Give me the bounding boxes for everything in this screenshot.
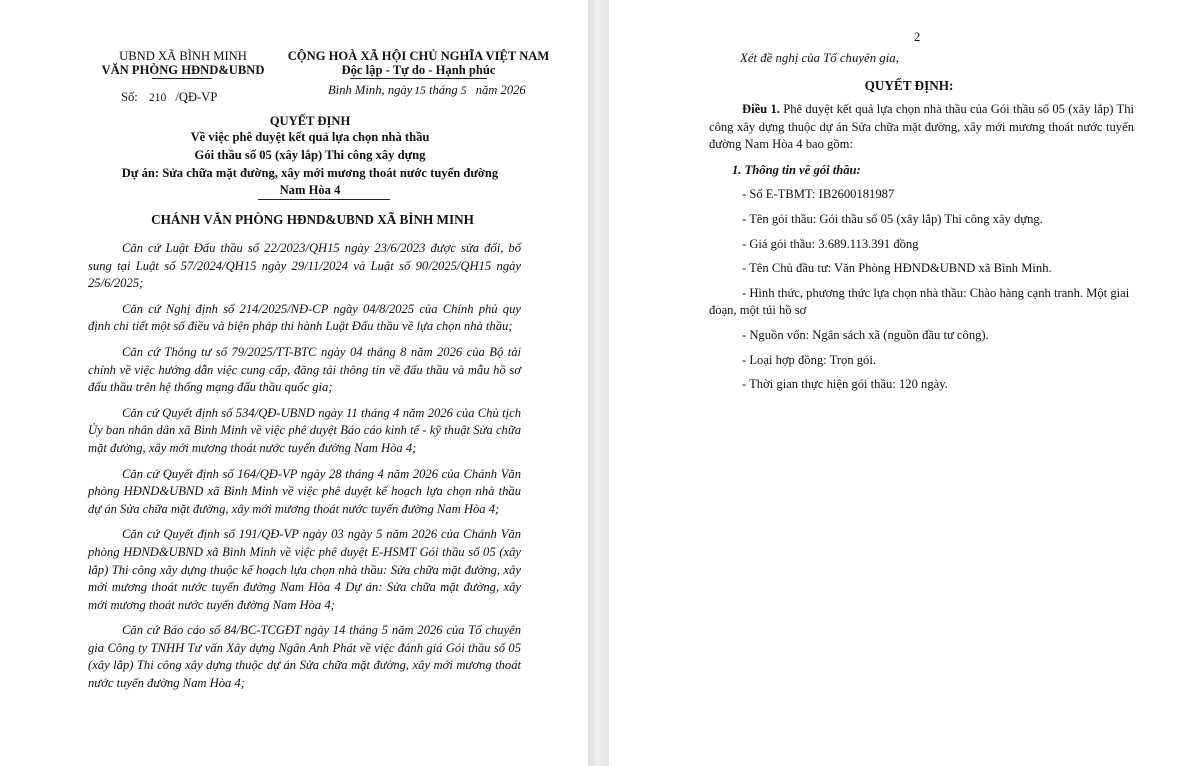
decision-subtitle-2: Gói thầu số 05 (xây lắp) Thi công xây dựng <box>194 148 426 162</box>
package-info-item: - Giá gói thầu: 3.689.113.391 đồng <box>742 236 919 251</box>
document-page-2 <box>609 0 1200 766</box>
article-1-text: Phê duyệt kết quả lựa chọn nhà thầu của Gói thầu số 05 (xây lắp) Thi công xây dựng thuộc dự án Sửa chữa mặt đường, xây mới mương thoát nước tuyến đường Nam Hòa 4 bao gồm: <box>709 102 1134 152</box>
package-info-item: - Loại hợp đồng: Trọn gói. <box>742 352 877 367</box>
date-place: Bình Minh, ngày <box>328 83 413 97</box>
date-month: 5 <box>460 85 467 97</box>
package-info-item: - Tên gói thầu: Gói thầu số 05 (xây lắp) Thi công xây dựng. <box>742 211 1043 226</box>
motto-underline <box>350 78 487 79</box>
page-number: 2 <box>914 30 921 44</box>
decision-subtitle-3: Dự án: Sửa chữa mặt đường, xây mới mương thoát nước tuyến đường <box>121 166 499 180</box>
national-motto: Độc lập - Tự do - Hạnh phúc <box>341 63 496 77</box>
number-prefix: Số: <box>121 90 138 104</box>
article-1-label: Điều 1. <box>742 102 780 116</box>
number-suffix: /QĐ-VP <box>175 90 218 104</box>
legal-basis-paragraph: Căn cứ Nghị định số 214/2025/NĐ-CP ngày 04/8/2025 của Chính phủ quy định chi tiết một số điều và biện pháp thi hành Luật Đấu thầu về lựa chọn nhà thầu; <box>88 301 521 334</box>
package-info-item: - Số E-TBMT: IB2600181987 <box>742 187 895 202</box>
legal-basis-list <box>88 240 521 701</box>
section-1-heading: 1. Thông tin về gói thầu: <box>732 162 861 177</box>
legal-basis-paragraph: Căn cứ Quyết định số 164/QĐ-VP ngày 28 tháng 4 năm 2026 của Chánh Văn phòng HĐND&UBND xã Bình Minh về việc phê duyệt kế hoạch lựa chọn nhà thầu dự án Sửa chữa mặt đường, xây mới mương thoát nước tuyến đường Nam Hòa 4; <box>88 466 521 516</box>
legal-basis-paragraph: Căn cứ Báo cáo số 84/BC-TCGĐT ngày 14 tháng 5 năm 2026 của Tổ chuyên gia Công ty TNHH Tư vấn Xây dựng Ngân Anh Phát về việc đánh giá Gói thầu số 05 (xây lắp) Thi công xây dựng thuộc dự án Sửa chữa mặt đường, xây mới mương thoát nước tuyến đường Nam Hòa 4; <box>88 623 521 691</box>
package-info-item: - Tên Chủ đầu tư: Văn Phòng HĐND&UBND xã Bình Minh. <box>742 261 1052 276</box>
issuer-underline <box>152 78 212 79</box>
article-1 <box>709 101 1134 154</box>
document-number <box>121 90 217 106</box>
issue-date <box>328 83 526 99</box>
package-info-item: - Nguồn vốn: Ngân sách xã (nguồn đầu tư công). <box>742 327 989 342</box>
decision-subtitle-4: Nam Hòa 4 <box>279 183 341 197</box>
legal-basis-paragraph: Căn cứ Quyết định số 534/QĐ-UBND ngày 11 tháng 4 năm 2026 của Chủ tịch Ủy ban nhân dân xã Bình Minh về việc phê duyệt Báo cáo kinh tế - kỹ thuật Sửa chữa mặt đường, xây mới mương thoát nước tuyến đường Nam Hòa 4; <box>88 405 521 455</box>
decision-heading: QUYẾT ĐỊNH: <box>864 78 954 93</box>
package-info-item: - Hình thức, phương thức lựa chọn nhà thầu: Chào hàng cạnh tranh. Một giai đoạn, một túi hồ sơ <box>709 285 1130 318</box>
date-year: năm 2026 <box>475 83 526 97</box>
legal-basis-paragraph: Căn cứ Thông tư số 79/2025/TT-BTC ngày 04 tháng 8 năm 2026 của Bộ tài chính về việc hướng dẫn việc cung cấp, đăng tải thông tin về đấu thầu và mẫu hồ sơ đấu thầu trên hệ thống mạng đấu thầu quốc gia; <box>88 344 521 395</box>
package-info-item: - Thời gian thực hiện gói thầu: 120 ngày. <box>742 377 948 392</box>
authority-heading: CHÁNH VĂN PHÒNG HĐND&UBND XÃ BÌNH MINH <box>151 212 474 227</box>
date-month-label: tháng <box>428 83 458 97</box>
date-day: 15 <box>414 85 426 97</box>
legal-basis-paragraph: Căn cứ Quyết định số 191/QĐ-VP ngày 03 ngày 5 năm 2026 của Chánh Văn phòng HĐND&UBND xã Bình Minh về việc phê duyệt E-HSMT Gói thầu số 05 (xây lắp) Thi công xây dựng thuộc kế hoạch lựa chọn nhà thầu: Sửa chữa mặt đường, xây mới mương thoát nước tuyến đường Nam Hòa 4 Dự án: Sửa chữa mặt đường, xây mới mương thoát nước tuyến đường Nam Hòa 4; <box>88 527 521 612</box>
title-underline <box>258 199 390 200</box>
recital-text: Xét đề nghị của Tổ chuyên gia, <box>740 51 899 65</box>
decision-title: QUYẾT ĐỊNH <box>269 114 351 128</box>
document-page-1 <box>0 0 588 766</box>
issuer-line-1: UBND XÃ BÌNH MINH <box>119 49 247 63</box>
national-title: CỘNG HOÀ XÃ HỘI CHỦ NGHĨA VIỆT NAM <box>287 49 550 63</box>
legal-basis-paragraph: Căn cứ Luật Đấu thầu số 22/2023/QH15 ngày 23/6/2023 được sửa đổi, bổ sung tại Luật số 57/2024/QH15 ngày 29/11/2024 và Luật số 90/2025/QH15 ngày 25/6/2025; <box>88 241 521 291</box>
issuer-line-2: VĂN PHÒNG HĐND&UBND <box>101 63 265 77</box>
number-value: 210 <box>148 92 167 104</box>
decision-body <box>709 101 1134 401</box>
decision-subtitle-1: Về việc phê duyệt kết quả lựa chọn nhà thầu <box>190 130 430 144</box>
page-gutter <box>588 0 609 766</box>
